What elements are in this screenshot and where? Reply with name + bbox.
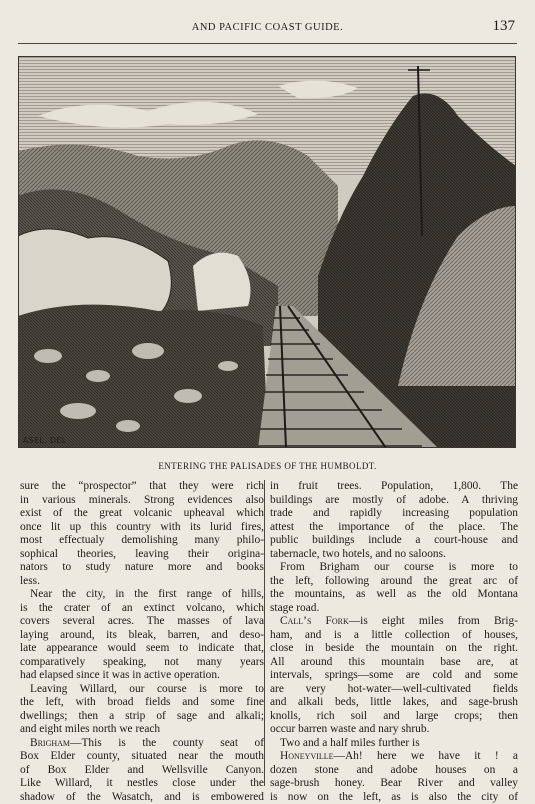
line-text: exist of the great volcanic upheaval which	[20, 507, 264, 519]
line-text: Like Willard, it nestles close under the	[20, 777, 264, 789]
text-line	[20, 723, 264, 737]
text-line	[20, 575, 264, 589]
line-text: trade and rapidly increasing population	[270, 507, 518, 519]
text-line	[20, 683, 264, 697]
line-text: close in beside the mountain on the right.	[270, 642, 518, 654]
line-text: the left, with broad fields and some fine	[20, 696, 264, 708]
line-text: less.	[20, 575, 40, 587]
text-line	[20, 507, 264, 521]
text-line	[270, 507, 518, 521]
text-line	[20, 710, 264, 724]
text-line	[270, 656, 518, 670]
text-line	[270, 696, 518, 710]
line-text: sage-brush honey. Bear River and valley	[270, 777, 518, 789]
line-text: All around this mountain base are, at	[270, 656, 518, 668]
text-line	[20, 548, 264, 562]
text-line	[270, 777, 518, 791]
text-line	[270, 723, 518, 737]
text-line	[20, 696, 264, 710]
text-line	[270, 588, 518, 602]
line-text: —Ah! here we have it ! a	[334, 750, 518, 762]
text-line	[20, 669, 264, 683]
line-text: had elapsed since it was in active operation.	[20, 669, 220, 681]
line-text: most effectualy demolishing many philo-	[20, 534, 264, 546]
line-text: sure the “prospector” that they were rich	[20, 480, 264, 492]
text-line	[20, 521, 264, 535]
line-text: knolls, rich soil and large crops; then	[270, 710, 518, 722]
text-line	[20, 602, 264, 616]
text-line	[270, 629, 518, 643]
text-line	[270, 548, 518, 562]
line-text: shadow of the Wasatch, and is embowered	[20, 791, 264, 803]
text-line	[270, 642, 518, 656]
text-column-right	[270, 480, 518, 804]
line-text: Leaving Willard, our course is more to	[30, 683, 264, 695]
line-text: Two and a half miles further is	[280, 737, 420, 749]
line-text: and alkali beds, little lakes, and sage-brush	[270, 696, 518, 708]
text-line	[270, 615, 518, 629]
text-line	[20, 737, 264, 751]
text-line	[20, 629, 264, 643]
line-text: is now on the left, as is also the city of	[270, 791, 518, 803]
place-name: Brigham	[30, 737, 70, 749]
line-text: tabernacle, two hotels, and no saloons.	[270, 548, 446, 560]
text-line	[270, 534, 518, 548]
text-line	[20, 777, 264, 791]
text-line	[20, 615, 264, 629]
text-line	[270, 764, 518, 778]
text-line	[270, 521, 518, 535]
line-text: are very hot-water—well-cultivated fields	[270, 683, 518, 695]
line-text: the left, following around the great arc of	[270, 575, 518, 587]
column-divider	[264, 480, 265, 786]
line-text: dozen stone and adobe houses on a	[270, 764, 518, 776]
text-line	[270, 602, 518, 616]
text-line	[270, 494, 518, 508]
text-line	[270, 791, 518, 804]
line-text: dwellings; then a strip of sage and alkali;	[20, 710, 264, 722]
text-line	[20, 764, 264, 778]
line-text: From Brigham our course is more to	[280, 561, 518, 573]
line-text: buildings are mostly of adobe. A thriving	[270, 494, 518, 506]
text-line	[20, 656, 264, 670]
line-text: in fruit trees. Population, 1,800. The	[270, 480, 518, 492]
text-column-left	[20, 480, 264, 804]
text-line	[270, 737, 518, 751]
line-text: covers several acres. The masses of lava	[20, 615, 264, 627]
text-line	[270, 480, 518, 494]
line-text: late appearance would seem to indicate that,	[20, 642, 264, 654]
text-line	[270, 683, 518, 697]
place-name: Honeyville	[280, 750, 334, 762]
text-line	[20, 494, 264, 508]
line-text: laying around, its bleak, barren, and deso-	[20, 629, 264, 641]
line-text: public buildings include a court-house and	[270, 534, 518, 546]
line-text: the mountains, as well as the old Montana	[270, 588, 518, 600]
line-text: stage road.	[270, 602, 319, 614]
line-text: attest the importance of the place. The	[270, 521, 518, 533]
engraving-canyon-railroad	[18, 56, 516, 448]
line-text: ham, and is a little collection of houses,	[270, 629, 518, 641]
line-text: of Box Elder and Wellsville Canyon.	[20, 764, 264, 776]
line-text: —is eight miles from Brig-	[349, 615, 518, 627]
line-text: is the crater of an extinct volcano, which	[20, 602, 264, 614]
text-line	[20, 588, 264, 602]
place-name: Call’s Fork	[280, 615, 349, 627]
text-line	[20, 480, 264, 494]
line-text: nators to study nature more and books	[20, 561, 264, 573]
text-line	[270, 561, 518, 575]
line-text: comparatively speaking, not many years	[20, 656, 264, 668]
line-text: sophical theories, leaving their origina-	[20, 548, 264, 560]
header-rule	[18, 43, 517, 44]
text-line	[270, 750, 518, 764]
line-text: —This is the county seat of	[70, 737, 264, 749]
line-text: occur barren waste and nary shrub.	[270, 723, 429, 735]
line-text: and eight miles north we reach	[20, 723, 160, 735]
figure-caption: ENTERING THE PALISADES OF THE HUMBOLDT.	[18, 461, 517, 471]
text-line	[270, 710, 518, 724]
page-header	[20, 16, 515, 42]
text-line	[20, 534, 264, 548]
artist-signature: ASEL, DEL	[23, 436, 67, 445]
page-number: 137	[493, 18, 516, 35]
line-text: once lit up this country with its lurid fires,	[20, 521, 264, 533]
text-line	[20, 561, 264, 575]
text-line	[270, 575, 518, 589]
text-line	[20, 791, 264, 804]
text-line	[20, 642, 264, 656]
line-text: Box Elder county, situated near the mouth	[20, 750, 264, 762]
engraving-illustration	[18, 56, 516, 448]
running-head: AND PACIFIC COAST GUIDE.	[20, 22, 515, 33]
text-line	[20, 750, 264, 764]
text-line	[270, 669, 518, 683]
line-text: in various minerals. Strong evidences also	[20, 494, 264, 506]
line-text: Near the city, in the first range of hills,	[30, 588, 264, 600]
line-text: intervals, springs—some are cold and some	[270, 669, 518, 681]
